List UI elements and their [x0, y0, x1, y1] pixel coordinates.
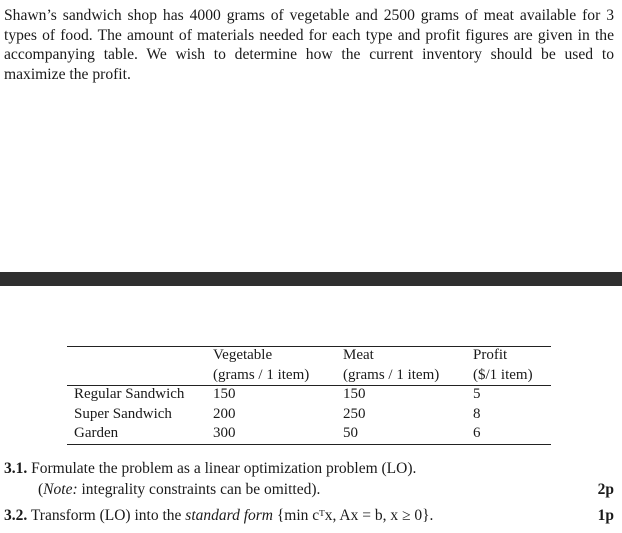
row-vegetable: 150: [213, 386, 236, 402]
row-vegetable: 300: [213, 425, 236, 441]
row-name: Garden: [74, 425, 119, 441]
header-meat: Meat (grams / 1 item): [343, 347, 440, 383]
table-bottom-rule: [67, 444, 551, 445]
standard-form-term: standard form: [185, 507, 273, 524]
dark-divider-band: [0, 272, 622, 286]
row-meat: 50: [343, 425, 358, 441]
question-text: Formulate the problem as a linear optimization problem (LO).: [31, 460, 417, 477]
points-3-1: 2p: [597, 481, 614, 498]
note-text: integrality constraints can be omitted).: [77, 481, 321, 498]
header-vegetable: Vegetable (grams / 1 item): [213, 347, 310, 383]
standard-form-formula: {min cᵀx, Ax = b, x ≥ 0}.: [272, 507, 434, 524]
row-vegetable: 200: [213, 405, 236, 422]
row-name: Regular Sandwich: [74, 386, 185, 402]
question-text: Transform (LO) into the: [30, 507, 186, 524]
row-profit: 5: [473, 386, 481, 402]
row-meat: 250: [343, 405, 366, 422]
question-number: 3.1.: [4, 460, 28, 477]
question-number: 3.2.: [4, 507, 28, 524]
row-profit: 6: [473, 425, 481, 441]
question-3-1: [4, 459, 416, 479]
row-meat: 150: [343, 386, 366, 402]
row-profit: 8: [473, 405, 481, 422]
question-3-1-note: (Note: integrality constraints can be omitted).: [38, 481, 321, 498]
problem-statement: Shawn’s sandwich shop has 4000 grams of vegetable and 2500 grams of meat available for 3 types of food. The amount of materials needed for each type and profit figures are given in the accompanying table. We wish to determine how the current inventory should be used to maximize the profit.: [4, 7, 614, 83]
header-profit: Profit ($/1 item): [473, 347, 533, 383]
row-name: Super Sandwich: [74, 405, 172, 422]
points-3-2: 1p: [597, 507, 614, 524]
note-label: Note:: [43, 481, 78, 498]
question-3-2: [4, 506, 433, 526]
